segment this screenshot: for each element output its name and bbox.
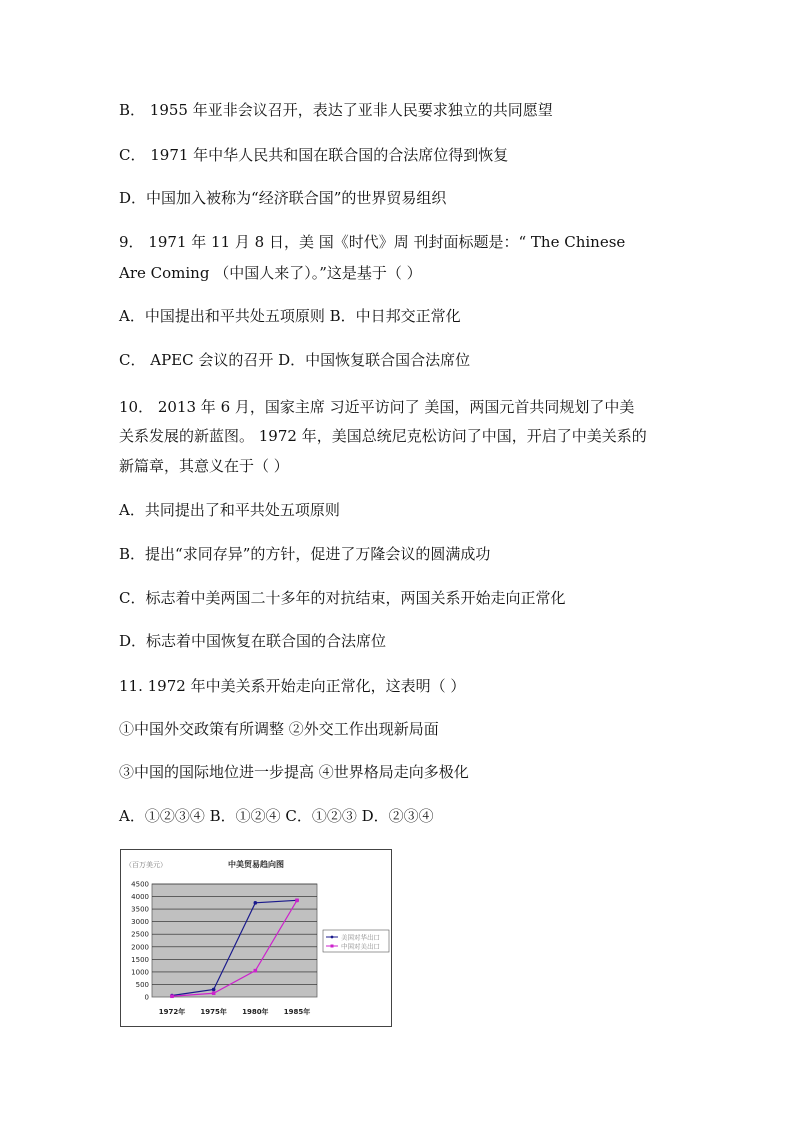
chart-title: 中美贸易趋向图 xyxy=(228,860,284,869)
trade-trend-chart xyxy=(120,849,392,1027)
text-line-6: A．中国提出和平共处五项原则 B．中日邦交正常化 xyxy=(119,307,461,325)
legend-marker-2 xyxy=(331,945,334,948)
series-2-point xyxy=(254,969,258,973)
legend-label-2: 中国对美出口 xyxy=(341,942,380,951)
y-tick-label: 4500 xyxy=(131,880,149,889)
chart-svg xyxy=(121,850,391,1026)
y-tick-label: 1000 xyxy=(131,968,149,977)
x-tick-label: 1975年 xyxy=(200,1008,227,1016)
series-2-point xyxy=(212,991,216,995)
text-line-9: 关系发展的新蓝图。 1972 年，美国总统尼克松访问了中国，开启了中美关系的 xyxy=(119,427,647,445)
text-line-1: B． 1955 年亚非会议召开，表达了亚非人民要求独立的共同愿望 xyxy=(119,101,553,119)
text-line-2: C． 1971 年中华人民共和国在联合国的合法席位得到恢复 xyxy=(119,146,509,164)
series-2-point xyxy=(295,899,299,903)
text-line-8: 10． 2013 年 6 月，国家主席 习近平访问了 美国，两国元首共同规划了中美 xyxy=(119,398,635,416)
text-line-3: D．中国加入被称为“经济联合国”的世界贸易组织 xyxy=(119,189,447,207)
legend-label-1: 美国对华出口 xyxy=(341,933,380,942)
series-2-point xyxy=(170,994,174,998)
text-line-17: ③中国的国际地位进一步提高 ④世界格局走向多极化 xyxy=(119,763,469,781)
text-line-7: C． APEC 会议的召开 D．中国恢复联合国合法席位 xyxy=(119,351,471,369)
text-line-5: Are Coming （中国人来了）。”这是基于（ ） xyxy=(119,264,422,282)
text-line-10: 新篇章，其意义在于（ ） xyxy=(119,457,289,475)
legend-marker-1 xyxy=(331,936,334,939)
x-tick-label: 1985年 xyxy=(283,1008,311,1016)
text-line-11: A．共同提出了和平共处五项原则 xyxy=(119,501,340,519)
y-tick-label: 3500 xyxy=(131,905,149,914)
text-line-12: B．提出“求同存异”的方针，促进了万隆会议的圆满成功 xyxy=(119,545,491,563)
y-tick-label: 1500 xyxy=(131,955,149,964)
text-line-18: A．①②③④ B．①②④ C．①②③ D．②③④ xyxy=(119,807,434,825)
y-tick-label: 4000 xyxy=(131,893,149,902)
text-line-14: D．标志着中国恢复在联合国的合法席位 xyxy=(119,632,387,650)
y-tick-label: 2000 xyxy=(131,943,149,952)
series-1-point xyxy=(254,901,258,905)
text-line-4: 9． 1971 年 11 月 8 日，美 国《时代》周 刊封面标题是：“ The Chinese xyxy=(119,233,626,251)
y-tick-label: 2500 xyxy=(131,930,149,939)
y-tick-label: 3000 xyxy=(131,918,149,927)
text-line-13: C．标志着中美两国二十多年的对抗结束，两国关系开始走向正常化 xyxy=(119,589,566,607)
y-tick-label: 0 xyxy=(144,993,149,1002)
x-tick-label: 1972年 xyxy=(158,1008,186,1016)
series-1-point xyxy=(212,988,216,992)
text-line-16: ①中国外交政策有所调整 ②外交工作出现新局面 xyxy=(119,720,439,738)
y-tick-label: 500 xyxy=(135,980,149,989)
x-tick-label: 1980年 xyxy=(242,1008,269,1016)
text-line-15: 11. 1972 年中美关系开始走向正常化，这表明（ ） xyxy=(119,677,466,695)
chart-unit-label: （百万美元） xyxy=(125,861,167,869)
